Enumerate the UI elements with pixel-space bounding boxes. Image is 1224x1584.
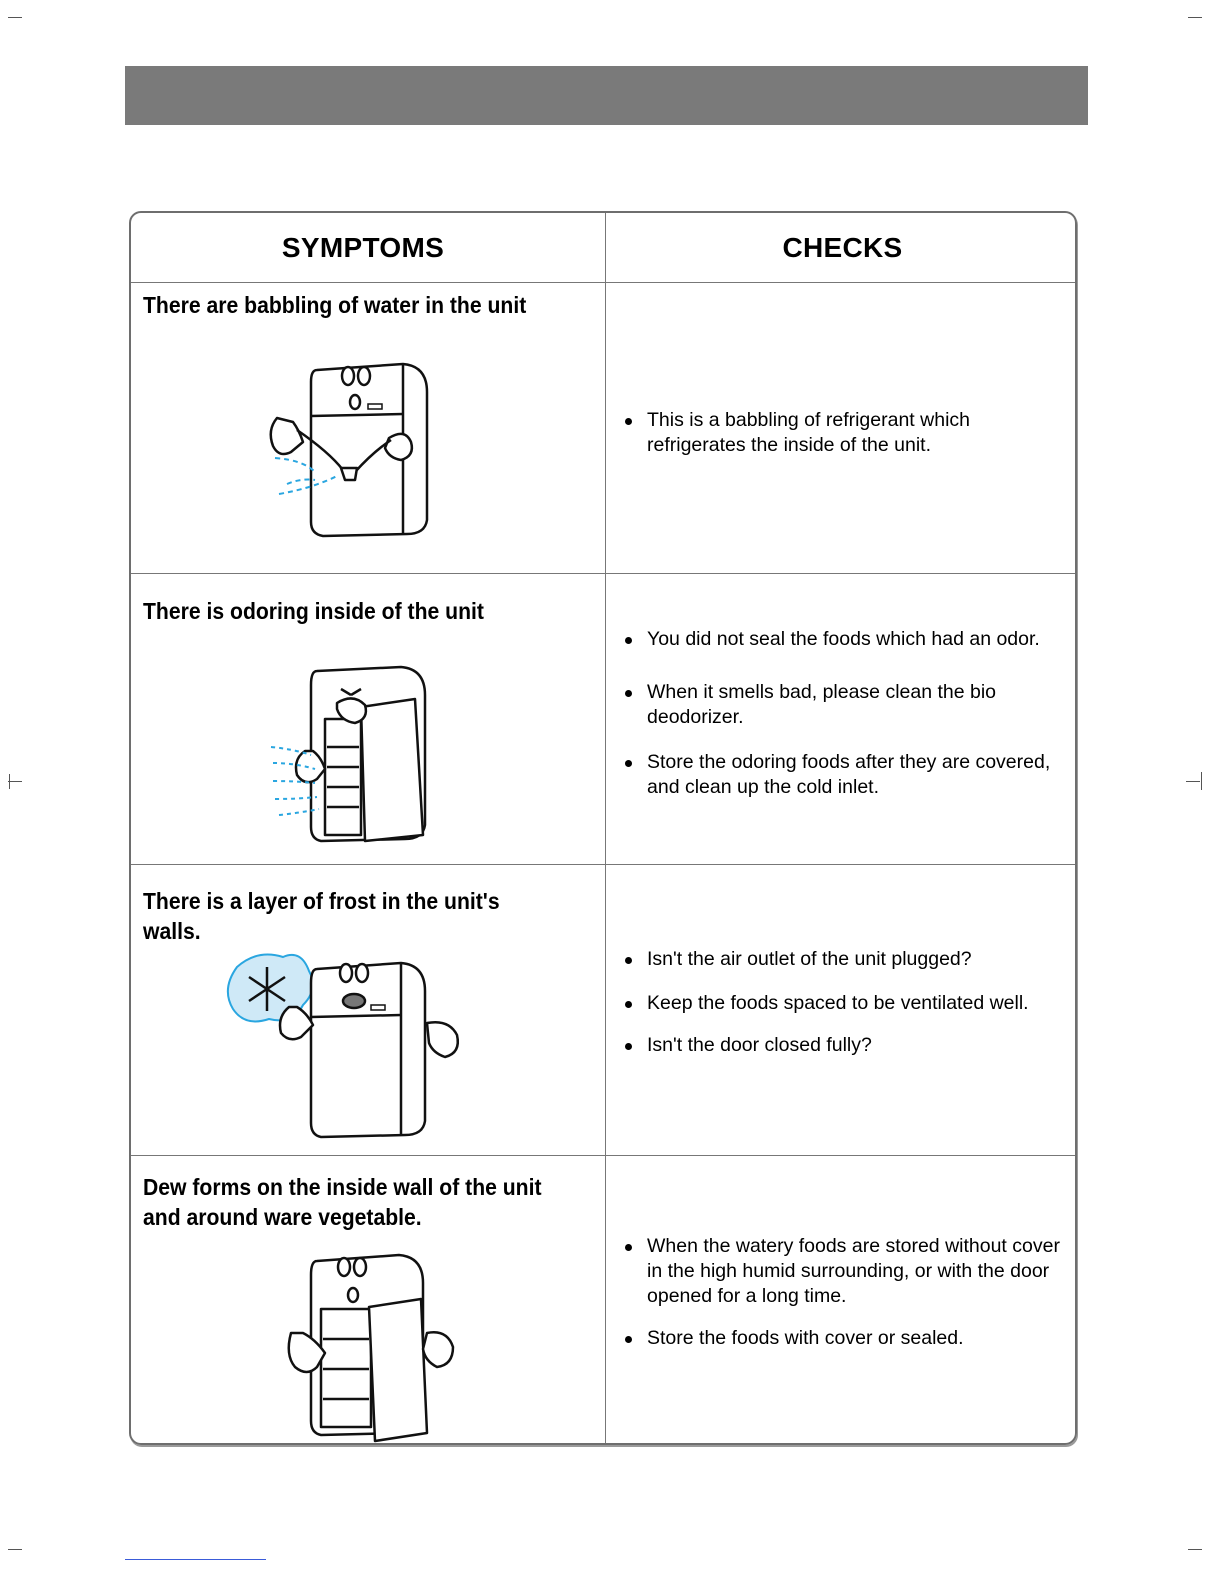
registration-mark-left bbox=[8, 781, 22, 782]
crop-mark-top-left bbox=[8, 17, 22, 18]
fridge-character-open-door-icon bbox=[281, 1243, 461, 1443]
symptoms-header: SYMPTOMS bbox=[281, 231, 445, 263]
check-item: You did not seal the foods which had an odor. bbox=[623, 627, 1073, 652]
row-divider bbox=[131, 1155, 1075, 1156]
symptom-title: There is a layer of frost in the unit's walls. bbox=[143, 888, 500, 944]
checks-list bbox=[623, 627, 1073, 800]
check-item: When it smells bad, please clean the bio deodorizer. bbox=[623, 680, 1073, 730]
section-header-bar bbox=[125, 66, 1088, 125]
registration-mark-right-v bbox=[1201, 772, 1202, 790]
crop-mark-top-right bbox=[1188, 17, 1202, 18]
registration-mark-left-v bbox=[9, 774, 10, 789]
fridge-character-holding-tube-icon bbox=[265, 348, 435, 538]
crop-mark-bottom-right bbox=[1188, 1549, 1202, 1550]
row-divider bbox=[131, 864, 1075, 865]
symptom-title: There is odoring inside of the unit bbox=[143, 598, 484, 624]
crop-mark-bottom-left bbox=[8, 1549, 22, 1550]
fridge-character-with-frost-icon bbox=[223, 949, 473, 1139]
symptom-title: There are babbling of water in the unit bbox=[143, 292, 527, 318]
check-item: Store the odoring foods after they are covered, and clean up the cold inlet. bbox=[623, 750, 1073, 800]
check-item: Isn't the air outlet of the unit plugged? bbox=[623, 947, 1073, 972]
checks-header: CHECKS bbox=[782, 231, 903, 263]
troubleshooting-table bbox=[129, 211, 1077, 1445]
check-item: Isn't the door closed fully? bbox=[623, 1033, 1073, 1058]
registration-mark-right bbox=[1186, 781, 1200, 782]
checks-list bbox=[623, 408, 1073, 458]
check-item: Keep the foods spaced to be ventilated well. bbox=[623, 991, 1073, 1016]
check-item: Store the foods with cover or sealed. bbox=[623, 1326, 1073, 1351]
symptom-title: Dew forms on the inside wall of the unit and around ware vegetable. bbox=[143, 1174, 542, 1230]
row-divider bbox=[131, 573, 1075, 574]
check-item: This is a babbling of refrigerant which refrigerates the inside of the unit. bbox=[623, 408, 1073, 458]
footer-rule bbox=[125, 1559, 266, 1560]
checks-list bbox=[623, 947, 1073, 1058]
fridge-character-holding-nose-icon bbox=[265, 659, 435, 849]
check-item: When the watery foods are stored without cover in the high humid surrounding, or with the door opened for a long time. bbox=[623, 1234, 1073, 1309]
column-divider bbox=[605, 213, 606, 1443]
row-divider bbox=[131, 282, 1075, 283]
checks-list bbox=[623, 1234, 1073, 1351]
